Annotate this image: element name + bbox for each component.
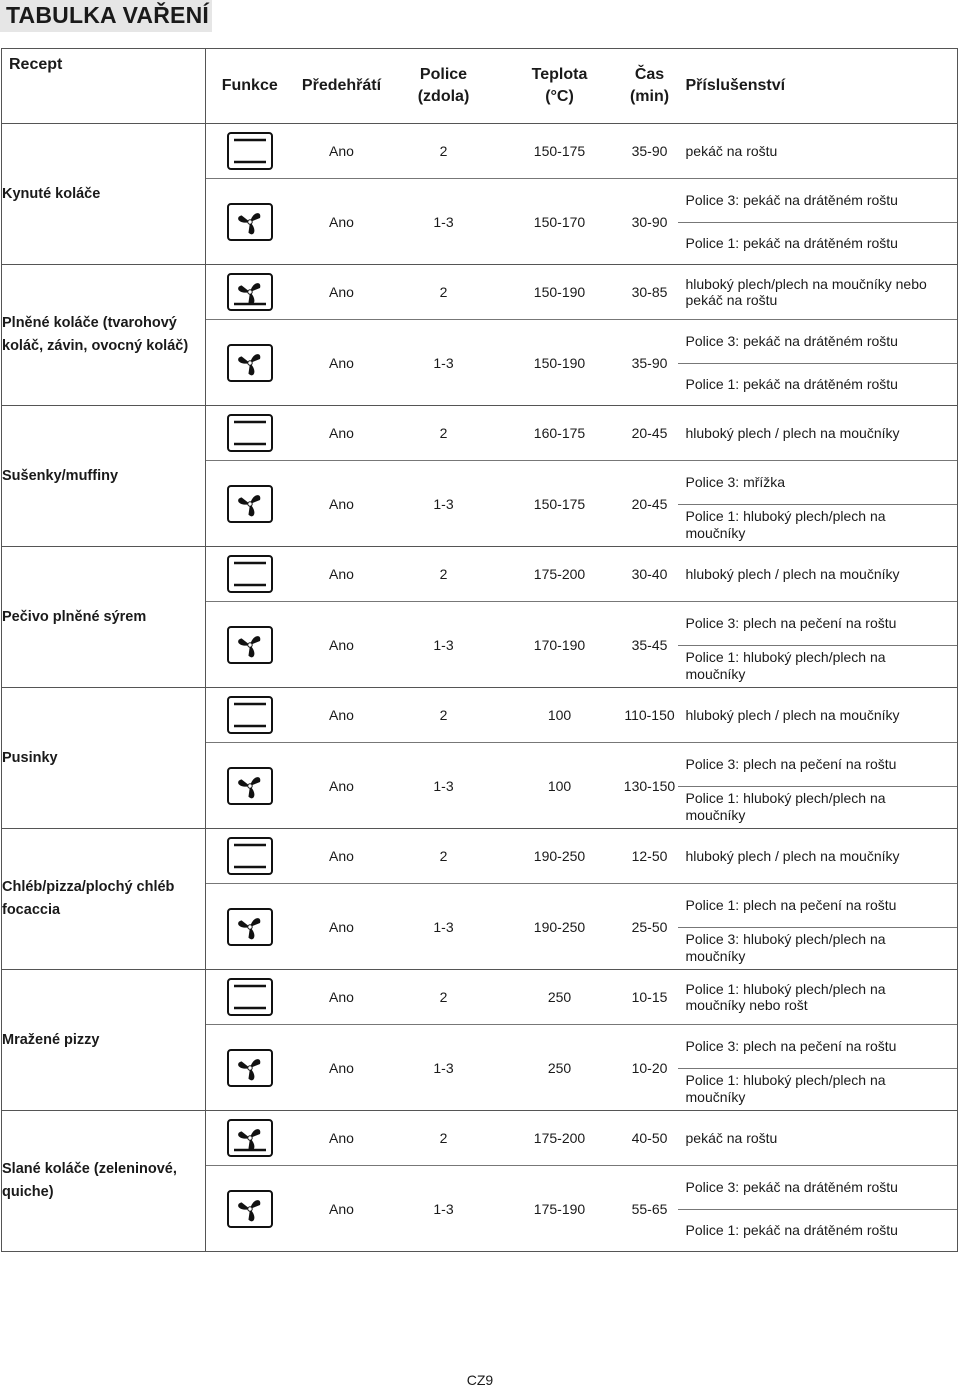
- time-cell: 35-90: [622, 320, 678, 406]
- temperature-cell: 150-190: [498, 265, 622, 320]
- temperature-cell: 170-190: [498, 602, 622, 688]
- temperature-cell: 175-200: [498, 547, 622, 602]
- function-cell: [206, 602, 294, 688]
- preheat-cell: Ano: [294, 1166, 390, 1252]
- page-title: TABULKA VAŘENÍ: [6, 2, 209, 28]
- temperature-cell: 100: [498, 688, 622, 743]
- table-row: [2, 829, 958, 884]
- recipe-name: Sušenky/muffiny: [2, 406, 206, 547]
- time-cell: 12-50: [622, 829, 678, 884]
- preheat-cell: Ano: [294, 1025, 390, 1111]
- function-cell: [206, 406, 294, 461]
- preheat-cell: Ano: [294, 265, 390, 320]
- table-body: [2, 124, 958, 1252]
- function-cell: [206, 970, 294, 1025]
- accessory-text: Police 3: mřížka: [685, 474, 786, 490]
- shelf-cell: 2: [390, 829, 498, 884]
- accessory-cell: [678, 547, 958, 602]
- accessory-cell: [678, 1111, 958, 1166]
- header-temperature: Teplota (°C): [498, 49, 622, 124]
- table-row: [2, 124, 958, 179]
- static-heat-icon: [225, 835, 275, 877]
- shelf-cell: 1-3: [390, 320, 498, 406]
- temperature-cell: 190-250: [498, 884, 622, 970]
- function-cell: [206, 884, 294, 970]
- accessory-text: Police 1: hluboký plech/plech na moučníky: [678, 504, 958, 546]
- accessory-text: hluboký plech / plech na moučníky: [685, 566, 900, 582]
- temperature-cell: 150-170: [498, 179, 622, 265]
- accessory-cell: [678, 320, 958, 406]
- fan-heat-icon: [225, 1188, 275, 1230]
- accessory-text: Police 1: plech na pečení na roštu: [685, 897, 897, 913]
- preheat-cell: Ano: [294, 743, 390, 829]
- accessory-text: Police 1: pekáč na drátěném roštu: [678, 222, 958, 264]
- fan-heat-icon: [225, 483, 275, 525]
- function-cell: [206, 179, 294, 265]
- preheat-cell: Ano: [294, 124, 390, 179]
- time-cell: 30-40: [622, 547, 678, 602]
- function-cell: [206, 124, 294, 179]
- shelf-cell: 2: [390, 406, 498, 461]
- title-banner: [0, 0, 212, 32]
- shelf-cell: 1-3: [390, 602, 498, 688]
- preheat-cell: Ano: [294, 547, 390, 602]
- function-cell: [206, 265, 294, 320]
- accessory-text: hluboký plech / plech na moučníky: [685, 425, 900, 441]
- temperature-cell: 150-175: [498, 124, 622, 179]
- time-cell: 30-85: [622, 265, 678, 320]
- function-cell: [206, 320, 294, 406]
- shelf-cell: 2: [390, 688, 498, 743]
- fan-heat-icon: [225, 201, 275, 243]
- accessory-cell: [678, 1166, 958, 1252]
- shelf-cell: 1-3: [390, 884, 498, 970]
- accessory-text: hluboký plech/plech na moučníky nebo pekáč na roštu: [685, 276, 927, 308]
- function-cell: [206, 1111, 294, 1166]
- accessory-text: pekáč na roštu: [685, 143, 778, 159]
- preheat-cell: Ano: [294, 461, 390, 547]
- temperature-cell: 150-190: [498, 320, 622, 406]
- accessory-text: Police 3: pekáč na drátěném roštu: [685, 1179, 898, 1195]
- accessory-text: Police 1: hluboký plech/plech na moučníky: [678, 1068, 958, 1110]
- accessory-cell: [678, 602, 958, 688]
- temperature-cell: 150-175: [498, 461, 622, 547]
- function-cell: [206, 461, 294, 547]
- header-accessories: Příslušenství: [678, 49, 958, 124]
- function-cell: [206, 1166, 294, 1252]
- temperature-cell: 175-200: [498, 1111, 622, 1166]
- shelf-cell: 2: [390, 547, 498, 602]
- accessory-text: Police 3: pekáč na drátěném roštu: [685, 192, 898, 208]
- shelf-cell: 1-3: [390, 179, 498, 265]
- preheat-cell: Ano: [294, 406, 390, 461]
- fan-heat-icon: [225, 342, 275, 384]
- fan-bottom-heat-icon: [225, 271, 275, 313]
- accessory-text: Police 1: pekáč na drátěném roštu: [678, 363, 958, 405]
- table-row: [2, 970, 958, 1025]
- function-cell: [206, 688, 294, 743]
- preheat-cell: Ano: [294, 884, 390, 970]
- shelf-cell: 2: [390, 1111, 498, 1166]
- function-cell: [206, 743, 294, 829]
- preheat-cell: Ano: [294, 1111, 390, 1166]
- accessory-text: pekáč na roštu: [685, 1130, 778, 1146]
- temperature-cell: 190-250: [498, 829, 622, 884]
- table-row: [2, 265, 958, 320]
- accessory-text: hluboký plech / plech na moučníky: [685, 707, 900, 723]
- static-heat-icon: [225, 976, 275, 1018]
- temperature-cell: 250: [498, 970, 622, 1025]
- static-heat-icon: [225, 130, 275, 172]
- preheat-cell: Ano: [294, 970, 390, 1025]
- shelf-cell: 2: [390, 124, 498, 179]
- time-cell: 35-90: [622, 124, 678, 179]
- time-cell: 40-50: [622, 1111, 678, 1166]
- time-cell: 10-15: [622, 970, 678, 1025]
- time-cell: 30-90: [622, 179, 678, 265]
- preheat-cell: Ano: [294, 179, 390, 265]
- temperature-cell: 100: [498, 743, 622, 829]
- table-row: [2, 547, 958, 602]
- fan-heat-icon: [225, 624, 275, 666]
- table-row: [2, 406, 958, 461]
- time-cell: 25-50: [622, 884, 678, 970]
- time-cell: 20-45: [622, 406, 678, 461]
- recipe-name: Plněné koláče (tvarohový koláč, závin, ovocný koláč): [2, 265, 206, 406]
- accessory-cell: [678, 970, 958, 1025]
- shelf-cell: 1-3: [390, 461, 498, 547]
- accessory-cell: [678, 688, 958, 743]
- page-number: CZ9: [466, 1372, 494, 1388]
- accessory-text: Police 3: plech na pečení na roštu: [685, 1038, 897, 1054]
- time-cell: 130-150: [622, 743, 678, 829]
- accessory-cell: [678, 179, 958, 265]
- static-heat-icon: [225, 553, 275, 595]
- preheat-cell: Ano: [294, 688, 390, 743]
- accessory-text: Police 1: hluboký plech/plech na moučníky nebo rošt: [685, 981, 886, 1013]
- accessory-cell: [678, 829, 958, 884]
- temperature-cell: 250: [498, 1025, 622, 1111]
- accessory-cell: [678, 743, 958, 829]
- recipe-name: Pečivo plněné sýrem: [2, 547, 206, 688]
- time-cell: 110-150: [622, 688, 678, 743]
- accessory-text: Police 3: pekáč na drátěném roštu: [685, 333, 898, 349]
- temperature-cell: 160-175: [498, 406, 622, 461]
- header-row: [2, 49, 958, 124]
- function-cell: [206, 1025, 294, 1111]
- temperature-cell: 175-190: [498, 1166, 622, 1252]
- header-time: Čas (min): [622, 49, 678, 124]
- shelf-cell: 1-3: [390, 1166, 498, 1252]
- static-heat-icon: [225, 694, 275, 736]
- accessory-cell: [678, 461, 958, 547]
- accessory-text: hluboký plech / plech na moučníky: [685, 848, 900, 864]
- accessory-text: Police 3: plech na pečení na roštu: [685, 756, 897, 772]
- time-cell: 35-45: [622, 602, 678, 688]
- accessory-cell: [678, 406, 958, 461]
- static-heat-icon: [225, 412, 275, 454]
- header-recipe: Recept: [2, 49, 206, 124]
- preheat-cell: Ano: [294, 602, 390, 688]
- recipe-name: Chléb/pizza/plochý chléb focaccia: [2, 829, 206, 970]
- recipe-name: Kynuté koláče: [2, 124, 206, 265]
- table-row: [2, 1111, 958, 1166]
- time-cell: 55-65: [622, 1166, 678, 1252]
- shelf-cell: 1-3: [390, 1025, 498, 1111]
- accessory-cell: [678, 1025, 958, 1111]
- shelf-cell: 2: [390, 970, 498, 1025]
- header-function: Funkce: [206, 49, 294, 124]
- accessory-text: Police 3: plech na pečení na roštu: [685, 615, 897, 631]
- function-cell: [206, 829, 294, 884]
- time-cell: 20-45: [622, 461, 678, 547]
- table-row: [2, 688, 958, 743]
- shelf-cell: 2: [390, 265, 498, 320]
- time-cell: 10-20: [622, 1025, 678, 1111]
- preheat-cell: Ano: [294, 320, 390, 406]
- accessory-text: Police 1: hluboký plech/plech na moučníky: [678, 645, 958, 687]
- cooking-table: [1, 48, 958, 1252]
- accessory-text: Police 3: hluboký plech/plech na moučníky: [678, 927, 958, 969]
- accessory-text: Police 1: pekáč na drátěném roštu: [678, 1209, 958, 1251]
- shelf-cell: 1-3: [390, 743, 498, 829]
- fan-heat-icon: [225, 906, 275, 948]
- header-preheat: Předehřátí: [294, 49, 390, 124]
- accessory-cell: [678, 124, 958, 179]
- accessory-cell: [678, 884, 958, 970]
- fan-bottom-heat-icon: [225, 1117, 275, 1159]
- recipe-name: Mražené pizzy: [2, 970, 206, 1111]
- accessory-text: Police 1: hluboký plech/plech na moučníky: [678, 786, 958, 828]
- fan-heat-icon: [225, 765, 275, 807]
- recipe-name: Pusinky: [2, 688, 206, 829]
- preheat-cell: Ano: [294, 829, 390, 884]
- accessory-cell: [678, 265, 958, 320]
- function-cell: [206, 547, 294, 602]
- fan-heat-icon: [225, 1047, 275, 1089]
- header-shelf: Police (zdola): [390, 49, 498, 124]
- recipe-name: Slané koláče (zeleninové, quiche): [2, 1111, 206, 1252]
